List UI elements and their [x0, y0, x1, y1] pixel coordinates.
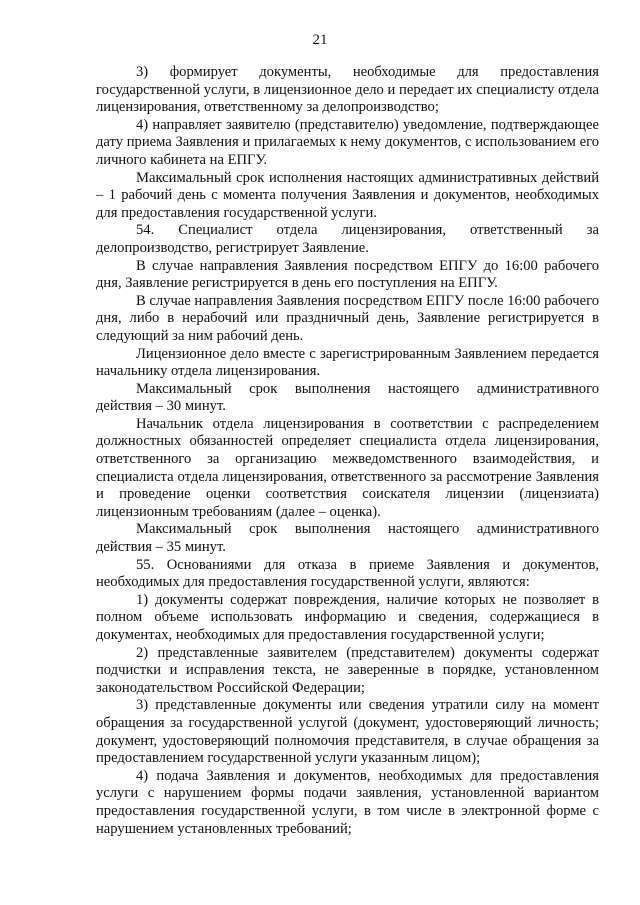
paragraph-item-3-forms-documents: 3) формирует документы, необходимые для предоставления государственной услуги, в лицензионное дело и передает их специалисту отдела лицензирования, ответственному за делопроизводство; [96, 64, 599, 116]
document-body [96, 64, 599, 838]
paragraph-clause-55: 55. Основаниями для отказа в приеме Заявления и документов, необходимых для предоставления государственной услуги, являются: [96, 556, 599, 591]
paragraph-max-term-1-day: Максимальный срок исполнения настоящих административных действий – 1 рабочий день с момента получения Заявления и документов, необходимых для предоставления государственной услуги. [96, 169, 599, 221]
paragraph-clause-54: 54. Специалист отдела лицензирования, ответственный за делопроизводство, регистрирует Заявление. [96, 222, 599, 256]
paragraph-max-term-35-minutes: Максимальный срок выполнения настоящего административного действия – 35 минут. [96, 521, 599, 556]
page-number: 21 [312, 32, 328, 48]
paragraph-ground-4: 4) подача Заявления и документов, необходимых для предоставления услуги с нарушением формы подачи заявления, установленной вариантом предоставления государственной услуги, в том числе в электронной форме с нарушением установленных требований; [96, 767, 599, 837]
paragraph-license-file-transfer: Лицензионное дело вместе с зарегистрированным Заявлением передается начальнику отдела лицензирования. [96, 345, 599, 380]
paragraph-before-1600: В случае направления Заявления посредством ЕПГУ до 16:00 рабочего дня, Заявление регистрируется в день его поступления на ЕПГУ. [96, 257, 599, 292]
paragraph-after-1600: В случае направления Заявления посредством ЕПГУ после 16:00 рабочего дня, либо в нерабочий или праздничный день, Заявление регистрируется в следующий за ним рабочий день. [96, 292, 599, 344]
paragraph-ground-3: 3) представленные документы или сведения утратили силу на момент обращения за государственной услугой (документ, удостоверяющий личность; документ, удостоверяющий полномочия представителя, в случае обращения за предоставлением государственной услуги указанным лицом); [96, 697, 599, 767]
paragraph-ground-1: 1) документы содержат повреждения, наличие которых не позволяет в полном объеме использовать информацию и сведения, содержащиеся в документах, необходимых для предоставления государственной услуги; [96, 591, 599, 643]
paragraph-ground-2: 2) представленные заявителем (представителем) документы содержат подчистки и исправления текста, не заверенные в порядке, установленном законодательством Российской Федерации; [96, 644, 599, 696]
paragraph-item-4-sends-notification: 4) направляет заявителю (представителю) уведомление, подтверждающее дату приема Заявления и прилагаемых к нему документов, с использованием его личного кабинета на ЕПГУ. [96, 116, 599, 168]
paragraph-head-assigns-specialists: Начальник отдела лицензирования в соответствии с распределением должностных обязанностей определяет специалиста отдела лицензирования, ответственного за организацию межведомственного взаимодействия, и специалиста отдела лицензирования, ответственного за рассмотрение Заявления и проведение оценки соответствия соискателя лицензии (лицензиата) лицензионным требованиям (далее – оценка). [96, 415, 599, 520]
paragraph-max-term-30-minutes: Максимальный срок выполнения настоящего административного действия – 30 минут. [96, 380, 599, 415]
